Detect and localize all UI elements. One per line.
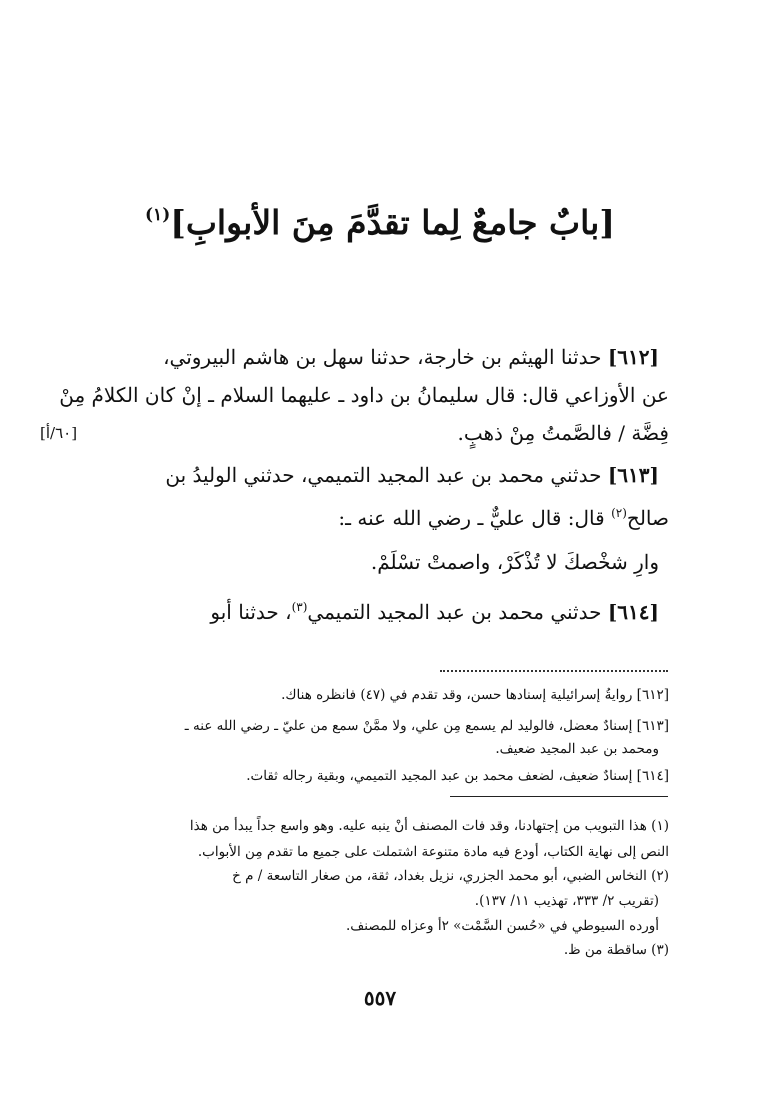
footnote: (١) هذا التبويب من إجتهادنا، وقد فات المصنف أنْ ينبه عليه. وهو واسع جداً يبدأ من هذا bbox=[189, 818, 669, 834]
footnote-ref: (٣) bbox=[291, 600, 308, 614]
page-number: ٥٥٧ bbox=[363, 986, 397, 1010]
entry-612-line-2: عن الأوزاعي قال: قال سليمانُ بن داود ـ عليهما السلام ـ إنْ كان الكلامُ مِنْ bbox=[59, 383, 669, 407]
takhrij-note: [٦١٣] إسنادٌ معضل، فالوليد لم يسمع مِن علي، ولا ممَّنْ سمع من عليّ ـ رضي الله عنه ـ bbox=[184, 718, 669, 734]
title-footnote-ref: (١) bbox=[145, 205, 171, 225]
footnote-ref: (٢) bbox=[611, 506, 627, 520]
chapter-title-text: [بابٌ جامعٌ لِما تقدَّمَ مِنَ الأبوابِ] bbox=[170, 203, 615, 242]
takhrij-note: [٦١٢] روايةُ إسرائيلية إسنادها حسن، وقد تقدم في (٤٧) فانظره هناك. bbox=[281, 687, 669, 703]
entry-612-line-3: فِضَّة / فالصَّمتُ مِنْ ذهبٍ. bbox=[457, 421, 669, 445]
entry-text: حدثني محمد بن عبد المجيد التميمي، حدثني الوليدُ بن bbox=[165, 463, 602, 487]
entry-612-line-1 bbox=[163, 340, 659, 374]
entry-text: قال: قال عليٌّ ـ رضي الله عنه ـ: bbox=[338, 506, 612, 530]
verse-line: وارِ شخْصكَ لا تُذْكَرْ، واصمتْ تسْلَمْ. bbox=[370, 550, 659, 574]
entry-number: [٦١٣] bbox=[607, 463, 659, 487]
footnote: (٢) النخاس الضبي، أبو محمد الجزري، نزيل بغداد، ثقة، من صغار التاسعة / م خ bbox=[232, 868, 669, 884]
entry-text: حدثني محمد بن عبد المجيد التميمي bbox=[307, 600, 602, 624]
entry-613-line-2 bbox=[338, 496, 669, 535]
entry-number: [٦١٤] bbox=[607, 600, 659, 624]
footnote: أورده السيوطي في «حُسن السَّمْت» ٢أ وعزاه للمصنف. bbox=[345, 918, 659, 934]
entry-number: [٦١٢] bbox=[607, 345, 659, 369]
takhrij-separator bbox=[440, 670, 668, 672]
entry-613-line-1 bbox=[165, 458, 659, 492]
takhrij-note: ومحمد بن عبد المجيد ضعيف. bbox=[495, 741, 659, 757]
footnote: (تقريب ٢/ ٣٣٣، تهذيب ١١/ ١٣٧). bbox=[474, 893, 659, 909]
footnote: النص إلى نهاية الكتاب، أودع فيه مادة متنوعة اشتملت على جميع ما تقدم مِن الأبواب. bbox=[197, 844, 669, 860]
chapter-title bbox=[80, 190, 680, 248]
footnote: (٣) ساقطة من ظ. bbox=[563, 942, 669, 958]
footnote-separator bbox=[450, 796, 668, 797]
takhrij-note: [٦١٤] إسنادٌ ضعيف، لضعف محمد بن عبد المجيد التميمي، وبقية رجاله ثقات. bbox=[246, 768, 669, 784]
entry-text: حدثنا الهيثم بن خارجة، حدثنا سهل بن هاشم البيروتي، bbox=[163, 345, 602, 369]
entry-text: صالح bbox=[626, 506, 669, 530]
entry-614-line-1 bbox=[210, 590, 659, 629]
manuscript-folio-marker: [٦٠/أ] bbox=[40, 424, 78, 442]
entry-text: ، حدثنا أبو bbox=[210, 600, 292, 624]
